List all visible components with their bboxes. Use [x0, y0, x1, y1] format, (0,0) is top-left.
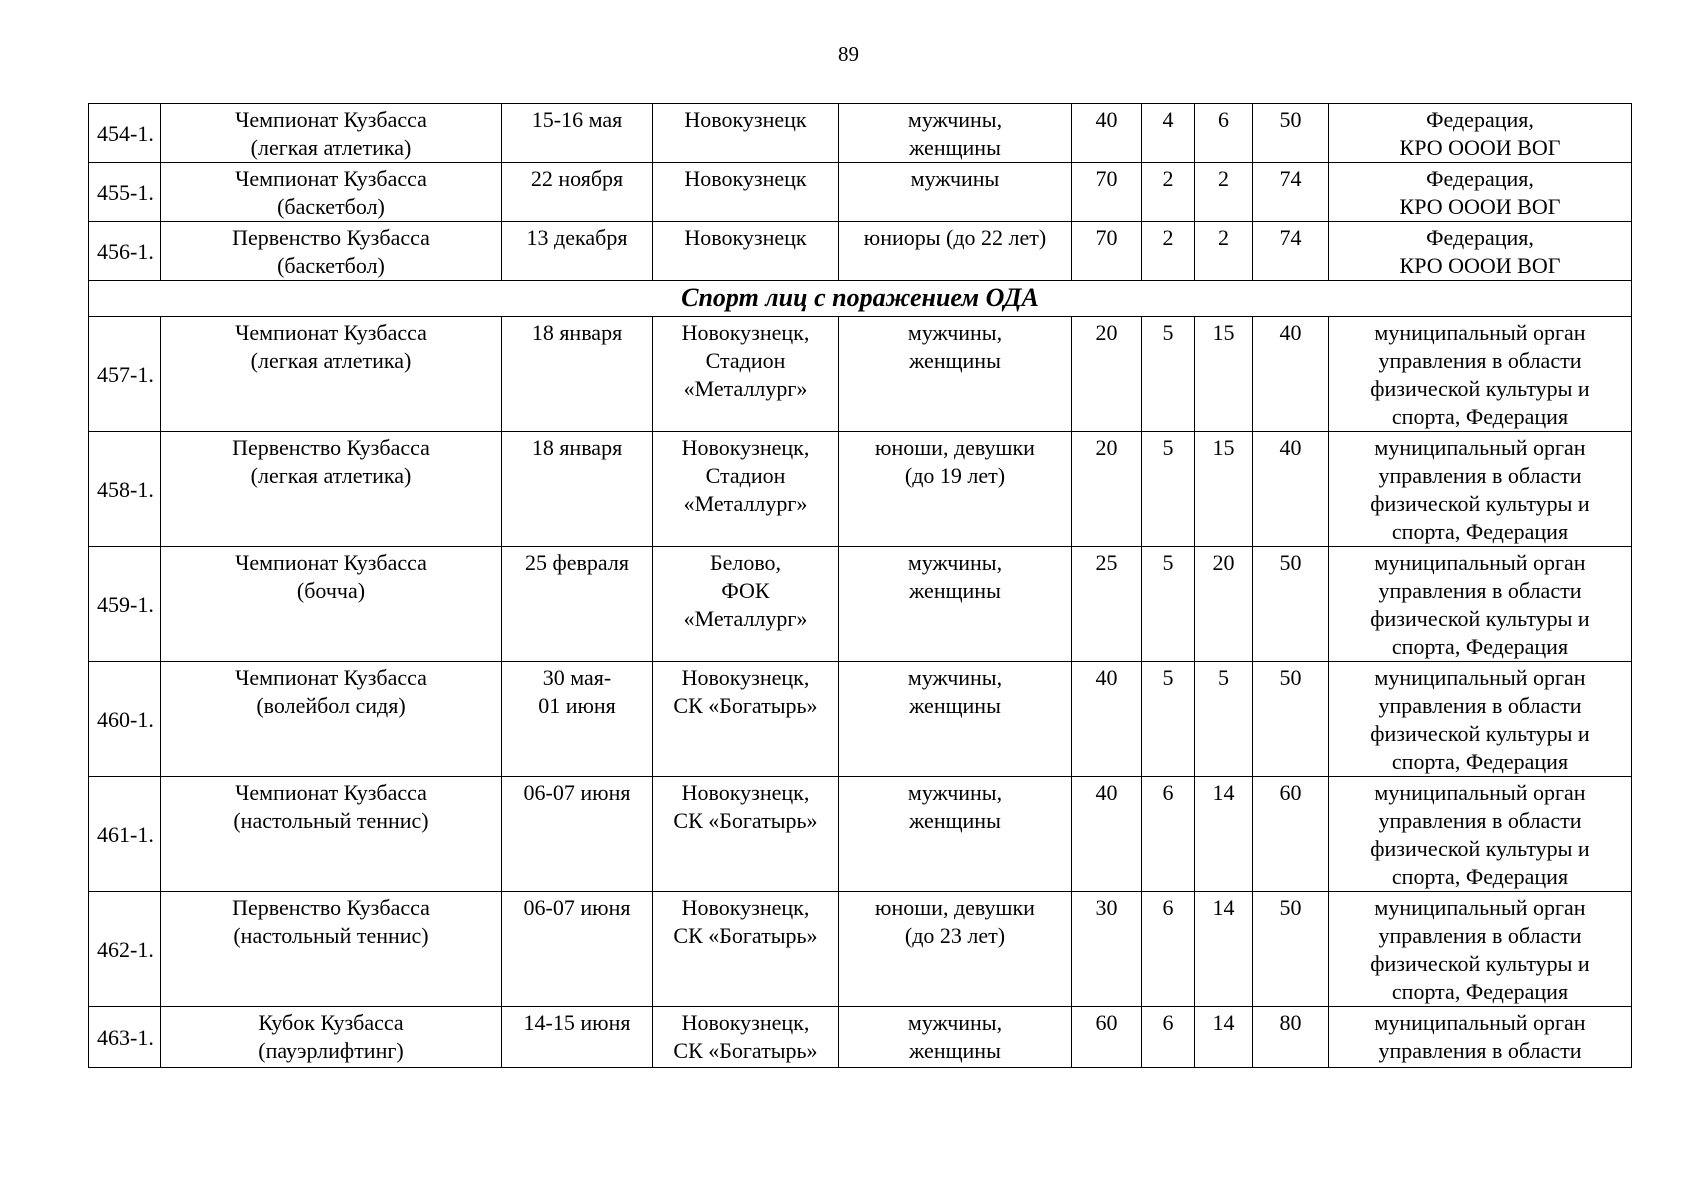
cell-line: (до 23 лет)	[904, 923, 1006, 948]
count-3-cell: 2	[1195, 163, 1253, 222]
count-2-cell: 6	[1142, 777, 1195, 892]
cell-line: муниципальный орган	[1374, 780, 1586, 805]
total-cell: 74	[1253, 163, 1329, 222]
event-date-cell	[502, 104, 653, 163]
cell-line: спорта, Федерация	[1391, 404, 1569, 429]
total-cell: 50	[1253, 662, 1329, 777]
count-2-cell: 2	[1142, 163, 1195, 222]
event-place-cell	[653, 662, 839, 777]
participants-cell	[839, 432, 1072, 547]
cell-line: муниципальный орган	[1374, 665, 1586, 690]
cell-line: Федерация,	[1426, 166, 1534, 191]
cell-line: Чемпионат Кузбасса	[235, 665, 427, 690]
organizer-cell	[1329, 547, 1632, 662]
count-2-cell: 5	[1142, 547, 1195, 662]
cell-line: «Металлург»	[683, 606, 808, 631]
count-3-cell: 14	[1195, 777, 1253, 892]
cell-line: юноши, девушки	[875, 435, 1035, 460]
cell-line: управления в области	[1378, 578, 1582, 603]
total-cell: 40	[1253, 317, 1329, 432]
cell-line: физической культуры и	[1370, 606, 1590, 631]
total-cell: 50	[1253, 892, 1329, 1007]
cell-line: мужчины,	[907, 1010, 1003, 1035]
count-1-cell: 40	[1072, 662, 1142, 777]
count-3-cell: 14	[1195, 1007, 1253, 1068]
cell-line: СК «Богатырь»	[673, 808, 818, 833]
cell-line: 06-07 июня	[523, 780, 631, 805]
cell-line: Стадион	[705, 463, 786, 488]
cell-line: Чемпионат Кузбасса	[235, 780, 427, 805]
cell-line: Новокузнецк,	[681, 435, 810, 460]
count-1-cell: 40	[1072, 777, 1142, 892]
cell-line: Федерация,	[1426, 107, 1534, 132]
table-row	[89, 777, 1632, 892]
cell-line: СК «Богатырь»	[673, 923, 818, 948]
cell-line: женщины	[909, 1038, 1001, 1063]
total-cell: 80	[1253, 1007, 1329, 1068]
cell-line: (баскетбол)	[277, 253, 385, 278]
cell-line: Новокузнецк	[684, 166, 807, 191]
cell-line: физической культуры и	[1370, 376, 1590, 401]
row-number-cell: 455-1.	[89, 163, 161, 222]
cell-line: Чемпионат Кузбасса	[235, 166, 427, 191]
event-name-cell	[161, 662, 502, 777]
cell-line: мужчины	[910, 166, 1000, 191]
cell-line: муниципальный орган	[1374, 1010, 1586, 1035]
section-title: Спорт лиц с поражением ОДА	[89, 281, 1632, 317]
event-place-cell	[653, 222, 839, 281]
count-3-cell: 20	[1195, 547, 1253, 662]
total-cell: 60	[1253, 777, 1329, 892]
cell-line: Новокузнецк,	[681, 895, 810, 920]
cell-line: 14-15 июня	[523, 1010, 631, 1035]
total-cell: 74	[1253, 222, 1329, 281]
cell-line: физической культуры и	[1370, 491, 1590, 516]
cell-line: КРО ОООИ ВОГ	[1399, 194, 1561, 219]
cell-line: мужчины,	[907, 550, 1003, 575]
count-1-cell: 70	[1072, 163, 1142, 222]
table-row	[89, 163, 1632, 222]
cell-line: (до 19 лет)	[904, 463, 1006, 488]
event-place-cell	[653, 104, 839, 163]
table-row	[89, 892, 1632, 1007]
cell-line: Новокузнецк,	[681, 320, 810, 345]
count-2-cell: 6	[1142, 1007, 1195, 1068]
table-row	[89, 1007, 1632, 1068]
row-number-cell: 460-1.	[89, 662, 161, 777]
cell-line: 15-16 мая	[531, 107, 623, 132]
count-1-cell: 30	[1072, 892, 1142, 1007]
cell-line: «Металлург»	[683, 376, 808, 401]
cell-line: Новокузнецк,	[681, 665, 810, 690]
count-1-cell: 20	[1072, 317, 1142, 432]
organizer-cell	[1329, 104, 1632, 163]
event-name-cell	[161, 432, 502, 547]
event-name-cell	[161, 547, 502, 662]
cell-line: «Металлург»	[683, 491, 808, 516]
cell-line: спорта, Федерация	[1391, 749, 1569, 774]
cell-line: 18 января	[531, 320, 623, 345]
cell-line: управления в области	[1378, 923, 1582, 948]
event-name-cell	[161, 892, 502, 1007]
participants-cell	[839, 104, 1072, 163]
cell-line: Новокузнецк	[684, 107, 807, 132]
events-table	[88, 103, 1632, 1068]
row-number-cell: 454-1.	[89, 104, 161, 163]
cell-line: физической культуры и	[1370, 951, 1590, 976]
cell-line: КРО ОООИ ВОГ	[1399, 135, 1561, 160]
count-2-cell: 6	[1142, 892, 1195, 1007]
count-2-cell: 5	[1142, 432, 1195, 547]
cell-line: юниоры (до 22 лет)	[863, 225, 1047, 250]
participants-cell	[839, 1007, 1072, 1068]
cell-line: спорта, Федерация	[1391, 864, 1569, 889]
total-cell: 50	[1253, 547, 1329, 662]
cell-line: КРО ОООИ ВОГ	[1399, 253, 1561, 278]
event-name-cell	[161, 777, 502, 892]
cell-line: СК «Богатырь»	[673, 1038, 818, 1063]
event-date-cell	[502, 163, 653, 222]
cell-line: спорта, Федерация	[1391, 519, 1569, 544]
cell-line: 18 января	[531, 435, 623, 460]
cell-line: (волейбол сидя)	[256, 693, 406, 718]
count-2-cell: 5	[1142, 662, 1195, 777]
cell-line: женщины	[909, 348, 1001, 373]
cell-line: (настольный теннис)	[233, 808, 429, 833]
cell-line: (легкая атлетика)	[250, 463, 412, 488]
table-body	[89, 104, 1632, 1068]
count-3-cell: 15	[1195, 317, 1253, 432]
cell-line: мужчины,	[907, 665, 1003, 690]
participants-cell	[839, 662, 1072, 777]
cell-line: спорта, Федерация	[1391, 979, 1569, 1004]
event-place-cell	[653, 1007, 839, 1068]
cell-line: (баскетбол)	[277, 194, 385, 219]
cell-line: Первенство Кузбасса	[232, 435, 430, 460]
cell-line: управления в области	[1378, 1038, 1582, 1063]
cell-line: 25 февраля	[525, 550, 629, 575]
event-place-cell	[653, 163, 839, 222]
event-place-cell	[653, 777, 839, 892]
event-place-cell	[653, 547, 839, 662]
row-number-cell: 459-1.	[89, 547, 161, 662]
cell-line: (настольный теннис)	[233, 923, 429, 948]
cell-line: управления в области	[1378, 808, 1582, 833]
count-3-cell: 6	[1195, 104, 1253, 163]
cell-line: 22 ноября	[530, 166, 624, 191]
table-row	[89, 104, 1632, 163]
cell-line: (легкая атлетика)	[250, 135, 412, 160]
cell-line: спорта, Федерация	[1391, 634, 1569, 659]
row-number-cell: 463-1.	[89, 1007, 161, 1068]
participants-cell	[839, 222, 1072, 281]
cell-line: Кубок Кузбасса	[258, 1010, 404, 1035]
participants-cell	[839, 317, 1072, 432]
cell-line: ФОК	[721, 578, 770, 603]
cell-line: юноши, девушки	[875, 895, 1035, 920]
row-number-cell: 456-1.	[89, 222, 161, 281]
row-number-cell: 462-1.	[89, 892, 161, 1007]
table-row	[89, 222, 1632, 281]
table-row	[89, 317, 1632, 432]
cell-line: управления в области	[1378, 348, 1582, 373]
event-date-cell	[502, 547, 653, 662]
event-place-cell	[653, 432, 839, 547]
organizer-cell	[1329, 662, 1632, 777]
cell-line: 30 мая-	[542, 665, 612, 690]
row-number-cell: 461-1.	[89, 777, 161, 892]
event-date-cell	[502, 317, 653, 432]
cell-line: Чемпионат Кузбасса	[235, 550, 427, 575]
count-2-cell: 4	[1142, 104, 1195, 163]
cell-line: (легкая атлетика)	[250, 348, 412, 373]
organizer-cell	[1329, 432, 1632, 547]
event-place-cell	[653, 892, 839, 1007]
page-number: 89	[838, 42, 859, 66]
cell-line: женщины	[909, 693, 1001, 718]
cell-line: Белово,	[709, 550, 782, 575]
event-date-cell	[502, 777, 653, 892]
cell-line: 01 июня	[538, 693, 616, 718]
cell-line: управления в области	[1378, 693, 1582, 718]
table-row	[89, 547, 1632, 662]
cell-line: Стадион	[705, 348, 786, 373]
event-place-cell	[653, 317, 839, 432]
event-name-cell	[161, 163, 502, 222]
event-name-cell	[161, 1007, 502, 1068]
count-1-cell: 25	[1072, 547, 1142, 662]
row-number-cell: 457-1.	[89, 317, 161, 432]
cell-line: физической культуры и	[1370, 721, 1590, 746]
row-number-cell: 458-1.	[89, 432, 161, 547]
cell-line: Первенство Кузбасса	[232, 895, 430, 920]
table-row	[89, 432, 1632, 547]
cell-line: Новокузнецк,	[681, 780, 810, 805]
count-1-cell: 70	[1072, 222, 1142, 281]
cell-line: муниципальный орган	[1374, 320, 1586, 345]
event-date-cell	[502, 662, 653, 777]
organizer-cell	[1329, 317, 1632, 432]
organizer-cell	[1329, 777, 1632, 892]
organizer-cell	[1329, 892, 1632, 1007]
event-date-cell	[502, 892, 653, 1007]
cell-line: муниципальный орган	[1374, 550, 1586, 575]
cell-line: (бочча)	[296, 578, 366, 603]
cell-line: мужчины,	[907, 107, 1003, 132]
cell-line: 13 декабря	[526, 225, 628, 250]
total-cell: 40	[1253, 432, 1329, 547]
cell-line: физической культуры и	[1370, 836, 1590, 861]
cell-line: мужчины,	[907, 320, 1003, 345]
cell-line: Чемпионат Кузбасса	[235, 320, 427, 345]
count-1-cell: 40	[1072, 104, 1142, 163]
cell-line: управления в области	[1378, 463, 1582, 488]
cell-line: Первенство Кузбасса	[232, 225, 430, 250]
cell-line: женщины	[909, 135, 1001, 160]
participants-cell	[839, 892, 1072, 1007]
event-name-cell	[161, 104, 502, 163]
organizer-cell	[1329, 222, 1632, 281]
count-2-cell: 2	[1142, 222, 1195, 281]
cell-line: 06-07 июня	[523, 895, 631, 920]
count-3-cell: 2	[1195, 222, 1253, 281]
cell-line: мужчины,	[907, 780, 1003, 805]
cell-line: Новокузнецк,	[681, 1010, 810, 1035]
count-3-cell: 15	[1195, 432, 1253, 547]
organizer-cell	[1329, 163, 1632, 222]
cell-line: Чемпионат Кузбасса	[235, 107, 427, 132]
cell-line: женщины	[909, 808, 1001, 833]
count-1-cell: 60	[1072, 1007, 1142, 1068]
cell-line: Новокузнецк	[684, 225, 807, 250]
cell-line: женщины	[909, 578, 1001, 603]
count-3-cell: 5	[1195, 662, 1253, 777]
event-date-cell	[502, 432, 653, 547]
count-1-cell: 20	[1072, 432, 1142, 547]
cell-line: СК «Богатырь»	[673, 693, 818, 718]
participants-cell	[839, 777, 1072, 892]
event-name-cell	[161, 222, 502, 281]
section-header-row	[89, 281, 1632, 317]
event-date-cell	[502, 1007, 653, 1068]
event-name-cell	[161, 317, 502, 432]
count-2-cell: 5	[1142, 317, 1195, 432]
cell-line: Федерация,	[1426, 225, 1534, 250]
organizer-cell	[1329, 1007, 1632, 1068]
table-row	[89, 662, 1632, 777]
cell-line: (пауэрлифтинг)	[258, 1038, 404, 1063]
participants-cell	[839, 547, 1072, 662]
total-cell: 50	[1253, 104, 1329, 163]
cell-line: муниципальный орган	[1374, 435, 1586, 460]
participants-cell	[839, 163, 1072, 222]
cell-line: муниципальный орган	[1374, 895, 1586, 920]
count-3-cell: 14	[1195, 892, 1253, 1007]
event-date-cell	[502, 222, 653, 281]
